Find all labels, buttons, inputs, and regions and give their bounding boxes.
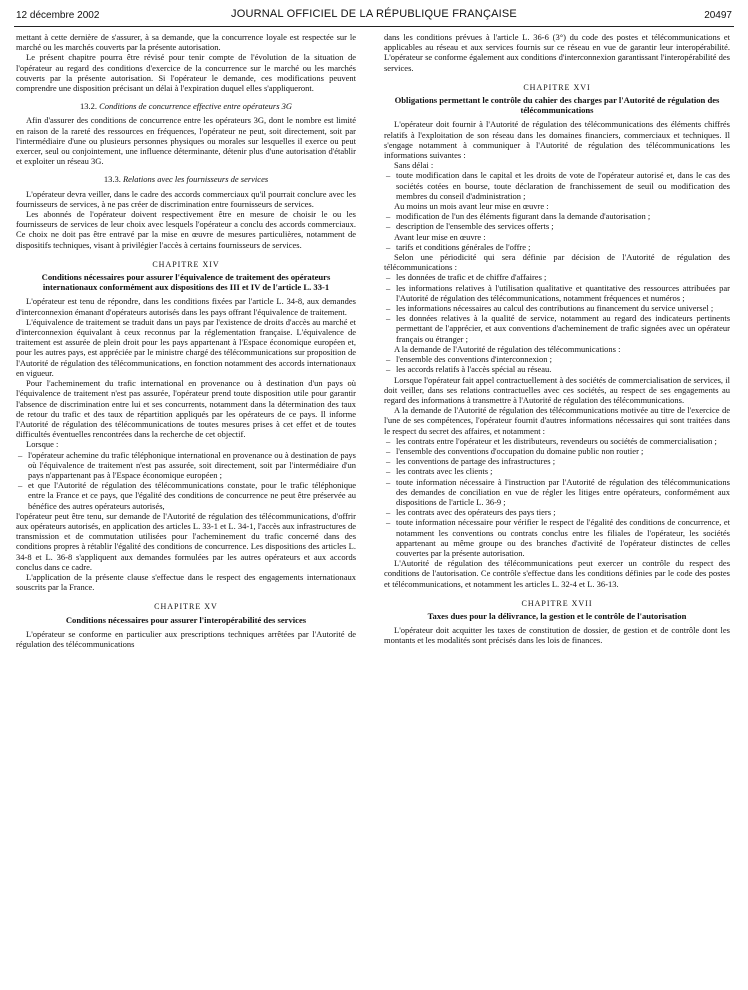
paragraph: L'opérateur se conforme en particulier aux prescriptions techniques arrêtées par l'Autorité de régulation des télécommunications (16, 628, 356, 649)
section-title: Conditions de concurrence effective entre opérateurs 3G (99, 101, 293, 112)
paragraph: Au moins un mois avant leur mise en œuvre : (394, 201, 549, 212)
paragraph: dans les conditions prévues à l'article L. 36-6 (3°) du code des postes et télécommunications et applicables au réseau et aux services fournis sur ce réseau en vue de garantir leur interopérabilité. L'opérateur se conforme également aux conditions d'interconnexion garantissant l'interopérabilité des services. (384, 32, 730, 73)
chapter-title: Conditions nécessaires pour assurer l'interopérabilité des services (65, 614, 307, 625)
header-rule (14, 26, 734, 27)
section-number: 13.3. (103, 174, 121, 185)
bullet-list (384, 211, 730, 231)
header-date: 12 décembre 2002 (16, 10, 100, 21)
paragraph: Pour l'acheminement du trafic international en provenance ou à destination d'un pays où l'équivalence de traitement n'est pas assurée, l'opérateur prend toute disposition utile pour garantir l'absence de discrimination entre lui et ses concurrents, notamment dans la détermination des taux de retour du trafic et des taux de répartition appliqués par les opérateurs de ce pays. Il informe l'Autorité de régulation des télécommunications de toutes mesures prises à cet effet et de toutes difficultés éventuelles rencontrées dans la recherche de cet objectif. (16, 378, 356, 440)
list-item: – les contrats entre l'opérateur et les distributeurs, revendeurs ou sociétés de commercialisation ; (384, 436, 730, 446)
paragraph: L'Autorité de régulation des télécommunications peut exercer un contrôle du respect des conditions de l'autorisation. Ce contrôle s'effectue dans les conditions définies par le code des postes et télécommunications, et notamment les articles L. 32-4 et L. 36-13. (384, 558, 730, 589)
right-column (384, 32, 730, 646)
chapter-title: Conditions nécessaires pour assurer l'équivalence de traitement des opérateurs internationaux conformément aux dispositions des III et IV de l'article L. 33-1 (41, 272, 331, 293)
chapter-title: Obligations permettant le contrôle du cahier des charges par l'Autorité de régulation des télécommunications (394, 95, 720, 116)
bullet-list (384, 436, 730, 558)
chapter-label: CHAPITRE XV (154, 602, 218, 612)
paragraph: L'opérateur doit fournir à l'Autorité de régulation des télécommunications des éléments chiffrés relatifs à l'exploitation de son réseau dans les domaines financiers, commerciaux et techniques. Il s'engage notamment à communiquer à l'Autorité de régulation des télécommunications les informations suivantes : (384, 119, 730, 161)
paragraph: Sans délai : (394, 160, 434, 171)
list-item: – les informations relatives à l'utilisation qualitative et quantitative des ressources attribuées par l'Autorité de régulation des télécommunications, notamment fréquences et numéros ; (384, 283, 730, 303)
paragraph: L'opérateur devra veiller, dans le cadre des accords commerciaux qu'il pourrait conclure avec les fournisseurs de services, à ne pas créer de discrimination entre fournisseurs de services. (16, 188, 356, 209)
paragraph: Selon une périodicité qui sera définie par décision de l'Autorité de régulation des télécommunications : (384, 252, 730, 273)
list-item: – les données relatives à la qualité de service, notamment au regard des indicateurs pertinents permettant de l'apprécier, et aux conventions d'acheminement de trafic signées avec un opérateur français ou étranger ; (384, 313, 730, 344)
list-item: – toute modification dans le capital et les droits de vote de l'opérateur autorisé et, dans le cas des sociétés cotées en bourse, toute déclaration de franchissement de seuil ou modification des membres du conseil d'administration ; (384, 170, 730, 201)
paragraph: Les abonnés de l'opérateur doivent respectivement être en mesure de choisir le ou les fournisseurs de services de leur choix avec lesquels l'opérateur a conclu des accords commerciaux. Ce choix ne doit pas être entravé par la mise en œuvre de mesures particulières, notamment de dispositifs techniques, visant à privilégier l'accès à certains fournisseurs de services. (16, 209, 356, 250)
bullet-list (384, 170, 730, 201)
paragraph: Afin d'assurer des conditions de concurrence entre les opérateurs 3G, dont le nombre est limité en raison de la rareté des ressources en fréquences, l'opérateur ne peut, soit directement, soit par l'intermédiaire d'une ou plusieurs personnes physiques ou morales sur lesquelles il exerce ou peut exercer, seul ou conjointement, une influence déterminante, détenir plus d'une autorisation d'établir et exploiter un réseau 3G. (16, 115, 356, 167)
chapter-label: CHAPITRE XIV (152, 259, 220, 269)
paragraph: L'application de la présente clause s'effectue dans le respect des engagements internationaux souscrits par la France. (16, 571, 356, 593)
list-item: – toute information nécessaire pour vérifier le respect de l'égalité des conditions de concurrence, et notamment les conventions ou contrats conclus entre les filiales de l'opérateur, les sociétés appartenant au même groupe ou des branches d'activité de l'opérateur distinctes de celles couvertes par la présente autorisation. (384, 517, 730, 558)
bullet-list (16, 450, 356, 511)
paragraph: Lorsque l'opérateur fait appel contractuellement à des sociétés de commercialisation de services, il doit veiller, dans ses relations contractuelles avec ces sociétés, au respect de ses engagements au regard des informations à transmettre à l'Autorité de régulation des télécommunications. (384, 374, 730, 405)
list-item: – les conventions de partage des infrastructures ; (384, 456, 730, 466)
list-item: – l'ensemble des conventions d'occupation du domaine public non routier ; (384, 446, 730, 456)
list-item: – l'ensemble des conventions d'interconnexion ; (384, 354, 730, 364)
section-number: 13.2. (79, 101, 97, 112)
list-item: – toute information nécessaire à l'instruction par l'Autorité de régulation des télécommunications des demandes de conciliation en vue de régler les litiges entre opérateurs, conformément aux dispositions de l'article L. 36-9 ; (384, 477, 730, 508)
list-item: – les informations nécessaires au calcul des contributions au financement du service universel ; (384, 303, 730, 313)
chapter-label: CHAPITRE XVI (523, 82, 591, 92)
left-column (16, 32, 356, 649)
bullet-list (384, 272, 730, 343)
paragraph: l'opérateur peut être tenu, sur demande de l'Autorité de régulation des télécommunications, d'offrir aux opérateurs autorisés, en application des articles L. 33-1 et L. 34-1, l'accès aux infrastructures de transmission et de commutation utilisées pour l'acheminement du trafic concerné dans des conditions propres à rétablir l'égalité des conditions de concurrence. Les dispositions des articles L. 34-8 et L. 36-8 s'appliquent aux demandes formulées par les autres opérateurs et aux accords conclus dans ce cadre. (16, 510, 356, 572)
list-item: – les données de trafic et de chiffre d'affaires ; (384, 272, 730, 282)
paragraph: mettant à cette dernière de s'assurer, à sa demande, que la concurrence loyale est respectée sur le marché ou les marchés couverts par la présente autorisation. (16, 32, 356, 53)
list-item: – description de l'ensemble des services offerts ; (384, 221, 730, 231)
paragraph: Le présent chapitre pourra être révisé pour tenir compte de l'évolution de la situation de l'opérateur au regard des conditions d'exercice de la concurrence sur le marché ou les marchés couverts par la présente autorisation. Si l'opérateur le demande, ces modifications peuvent comprendre une disposition précisant un délai à l'expiration duquel elles s'appliqueront. (16, 52, 356, 94)
chapter-title: Taxes dues pour la délivrance, la gestion et le contrôle de l'autorisation (427, 610, 687, 621)
header-page-number: 20497 (704, 10, 732, 21)
list-item: – modification de l'un des éléments figurant dans la demande d'autorisation ; (384, 211, 730, 221)
section-heading (16, 101, 356, 111)
list-item: – et que l'Autorité de régulation des télécommunications constate, pour le trafic téléphonique entre la France et ce pays, que l'égalité des conditions de concurrence ne peut être préservée au bénéfice des autres opérateurs autorisés, (16, 480, 356, 511)
paragraph: L'équivalence de traitement se traduit dans un pays par l'existence de droits d'accès au marché et d'interconnexion équivalant à ceux reconnus par la réglementation française. L'équivalence de traitement est assurée de plein droit pour les pays appartenant à l'Espace économique européen et, pour les autres pays, est appréciée par le ministre chargé des télécommunications sur proposition de l'Autorité de régulation des télécommunications, en fonction notamment des accords internationaux en vigueur. (16, 316, 356, 378)
list-item: – tarifs et conditions générales de l'offre ; (384, 242, 730, 252)
section-title: Relations avec les fournisseurs de services (122, 174, 269, 185)
chapter-label: CHAPITRE XVII (521, 598, 593, 608)
paragraph: A la demande de l'Autorité de régulation des télécommunications : (394, 343, 621, 354)
list-item: – les accords relatifs à l'accès spécial au réseau. (384, 364, 730, 374)
list-item: – les contrats avec les clients ; (384, 466, 730, 476)
list-item: – l'opérateur achemine du trafic téléphonique international en provenance ou à destination de pays où l'équivalence de traitement n'est pas assurée, soit directement, soit par l'intermédiaire d'un pays n'appartenant pas à l'Espace économique européen ; (16, 450, 356, 481)
paragraph: Avant leur mise en œuvre : (394, 231, 486, 242)
paragraph: Lorsque : (26, 439, 59, 450)
paragraph: L'opérateur doit acquitter les taxes de constitution de dossier, de gestion et de contrôle dont les montants et les modalités sont précisés dans les lois de finances. (384, 625, 730, 646)
paragraph: L'opérateur est tenu de répondre, dans les conditions fixées par l'article L. 34-8, aux demandes d'interconnexion émanant d'opérateurs autorisés dans les pays offrant l'équivalence de traitement. (16, 296, 356, 317)
header-journal-title: JOURNAL OFFICIEL DE LA RÉPUBLIQUE FRANÇAISE (231, 8, 517, 20)
bullet-list (384, 242, 730, 252)
bullet-list (384, 354, 730, 374)
paragraph: A la demande de l'Autorité de régulation des télécommunications motivée au titre de l'exercice de l'une de ses compétences, l'opérateur fournit d'autres informations nécessaires qui sont traitées dans le respect du secret des affaires, et notamment : (384, 405, 730, 436)
section-heading (16, 174, 356, 184)
list-item: – les contrats avec des opérateurs des pays tiers ; (384, 507, 730, 517)
